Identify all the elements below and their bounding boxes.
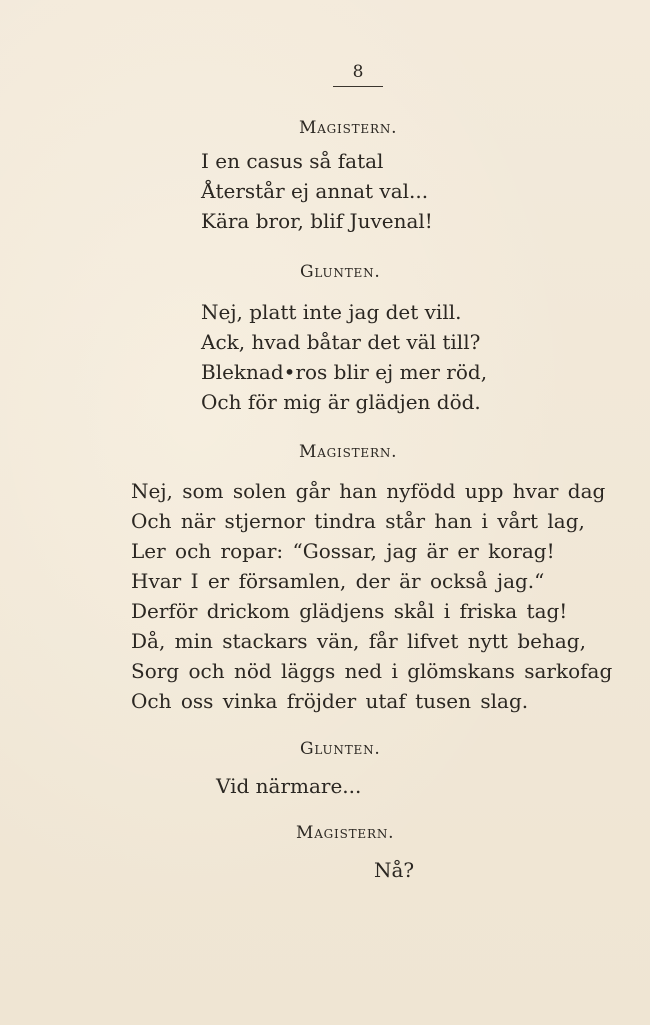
speaker-heading: Magistern. — [299, 442, 398, 462]
verse-line: Då, min stackars vän, får lifvet nytt behag, — [131, 629, 586, 653]
page-number-rule — [333, 86, 383, 87]
verse-line: Och för mig är glädjen död. — [201, 390, 481, 414]
verse-line: Ler och ropar: “Gossar, jag är er korag! — [131, 539, 555, 563]
verse-line: Kära bror, blif Juvenal! — [201, 209, 433, 233]
verse-stanza — [216, 771, 361, 801]
verse-line: I en casus så fatal — [201, 149, 384, 173]
verse-line: Ack, hvad båtar det väl till? — [201, 330, 481, 354]
verse-line: Bleknad•ros blir ej mer röd, — [201, 360, 488, 384]
verse-stanza — [131, 476, 612, 716]
speaker-heading: Magistern. — [299, 118, 398, 138]
verse-line: Nej, platt inte jag det vill. — [201, 300, 462, 324]
verse-line: Och oss vinka fröjder utaf tusen slag. — [131, 689, 529, 713]
verse-line: Hvar I er församlen, der är också jag.“ — [131, 569, 545, 593]
verse-line: Nå? — [374, 858, 415, 882]
verse-line: Vid närmare... — [216, 774, 362, 798]
verse-stanza — [201, 146, 433, 236]
verse-line: Sorg och nöd läggs ned i glömskans sarkofag — [131, 659, 613, 683]
verse-stanza — [201, 297, 487, 417]
verse-stanza — [374, 855, 414, 885]
speaker-heading: Magistern. — [296, 823, 395, 843]
verse-line: Nej, som solen går han nyfödd upp hvar dag — [131, 479, 606, 503]
speaker-heading: Glunten. — [300, 262, 381, 282]
verse-line: Derför drickom glädjens skål i friska tag! — [131, 599, 568, 623]
verse-line: Återstår ej annat val... — [201, 179, 429, 203]
page-number: 8 — [352, 62, 364, 82]
speaker-heading: Glunten. — [300, 739, 381, 759]
verse-line: Och när stjernor tindra står han i vårt lag, — [131, 509, 585, 533]
